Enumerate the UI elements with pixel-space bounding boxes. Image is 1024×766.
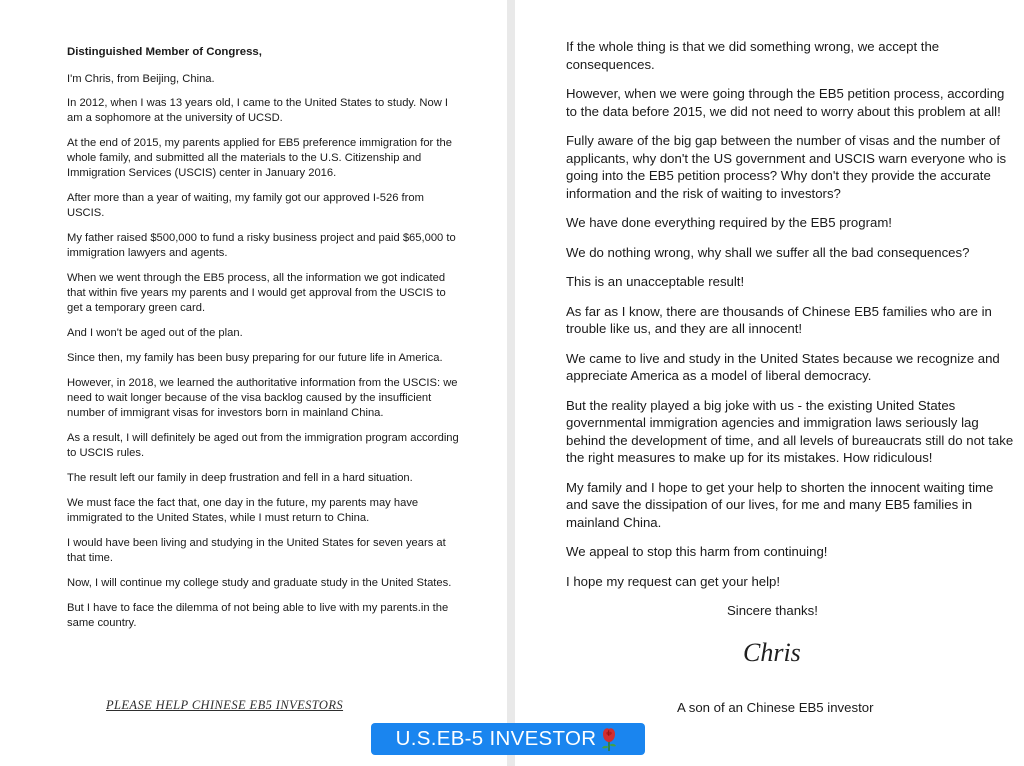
right-paragraph: We appeal to stop this harm from continuing! (566, 544, 828, 559)
left-paragraph: When we went through the EB5 process, all the information we got indicated that within five years my parents and I would get approval from the USCIS to get a temporary green card. (67, 272, 446, 314)
investor-tag-label: U.S.EB-5 INVESTOR (395, 727, 597, 750)
left-body (67, 72, 459, 641)
left-paragraph: In 2012, when I was 13 years old, I came to the United States to study. Now I am a sophomore at the university of UCSD. (67, 97, 448, 124)
salutation: Distinguished Member of Congress, (67, 46, 262, 58)
left-paragraph: I'm Chris, from Beijing, China. (67, 73, 215, 85)
left-paragraph: As a result, I will definitely be aged out from the immigration program according to USCIS rules. (67, 432, 459, 459)
left-paragraph: Since then, my family has been busy preparing for our future life in America. (67, 352, 443, 364)
left-paragraph: Now, I will continue my college study and graduate study in the United States. (67, 577, 452, 589)
closing: Sincere thanks! (727, 603, 818, 618)
signature: Chris (743, 638, 801, 667)
byline: A son of an Chinese EB5 investor (677, 700, 874, 715)
right-page (515, 0, 1024, 766)
left-page (0, 0, 507, 766)
right-paragraph: My family and I hope to get your help to shorten the innocent waiting time and save the dissipation of our lives, for me and many EB5 families in mainland China. (566, 479, 994, 530)
right-paragraph: Fully aware of the big gap between the number of visas and the number of applicants, why don't the US government and USCIS warn everyone who is going into the EB5 petition process? Why don't they provide the accurate information and the risk of waiting to investors? (566, 133, 1007, 201)
right-paragraph: I hope my request can get your help! (566, 573, 781, 589)
left-paragraph: The result left our family in deep frustration and fell in a hard situation. (67, 472, 413, 484)
right-paragraph: We do nothing wrong, why shall we suffer all the bad consequences? (566, 244, 970, 260)
left-paragraph: My father raised $500,000 to fund a risky business project and paid $65,000 to immigration lawyers and agents. (67, 232, 456, 259)
left-paragraph: And I won't be aged out of the plan. (67, 327, 243, 339)
left-paragraph: At the end of 2015, my parents applied for EB5 preference immigration for the whole family, and submitted all the materials to the U.S. Citizenship and Immigration Services (USCIS) center in January 2016. (67, 137, 452, 179)
left-paragraph: However, in 2018, we learned the authoritative information from the USCIS: we need to wait longer because of the visa backlog caused by the insufficient number of immigrant visas for investors born in mainland China. (67, 377, 458, 419)
right-paragraph: We have done everything required by the EB5 program! (566, 215, 892, 230)
left-paragraph: I would have been living and studying in the United States for seven years at that time. (67, 537, 446, 564)
right-paragraph: If the whole thing is that we did something wrong, we accept the consequences. (566, 39, 940, 72)
left-paragraph: After more than a year of waiting, my family got our approved I-526 from USCIS. (67, 192, 424, 219)
left-paragraph: We must face the fact that, one day in the future, my parents may have immigrated to the United States, while I must return to China. (67, 497, 419, 524)
right-paragraph: We came to live and study in the United States because we recognize and appreciate America as a model of liberal democracy. (566, 350, 1000, 383)
right-paragraph: As far as I know, there are thousands of Chinese EB5 families who are in trouble like us, and they are all innocent! (566, 303, 992, 336)
right-paragraph: This is an unacceptable result! (566, 274, 745, 289)
rose-icon (598, 726, 620, 752)
right-body (566, 38, 1016, 602)
left-paragraph: But I have to face the dilemma of not being able to live with my parents.in the same country. (67, 602, 449, 629)
investor-tag (371, 723, 645, 755)
right-paragraph: However, when we were going through the EB5 petition process, according to the data before 2015, we did not need to worry about this problem at all! (566, 86, 1005, 119)
footer-note: PLEASE HELP CHINESE EB5 INVESTORS (106, 698, 344, 712)
right-paragraph: But the reality played a big joke with us - the existing United States governmental immigration agencies and immigration laws seriously lag behind the development of time, and all levels of bureaucrats still do not take the right measures to make up for its mistakes. How ridiculous! (566, 397, 1014, 465)
